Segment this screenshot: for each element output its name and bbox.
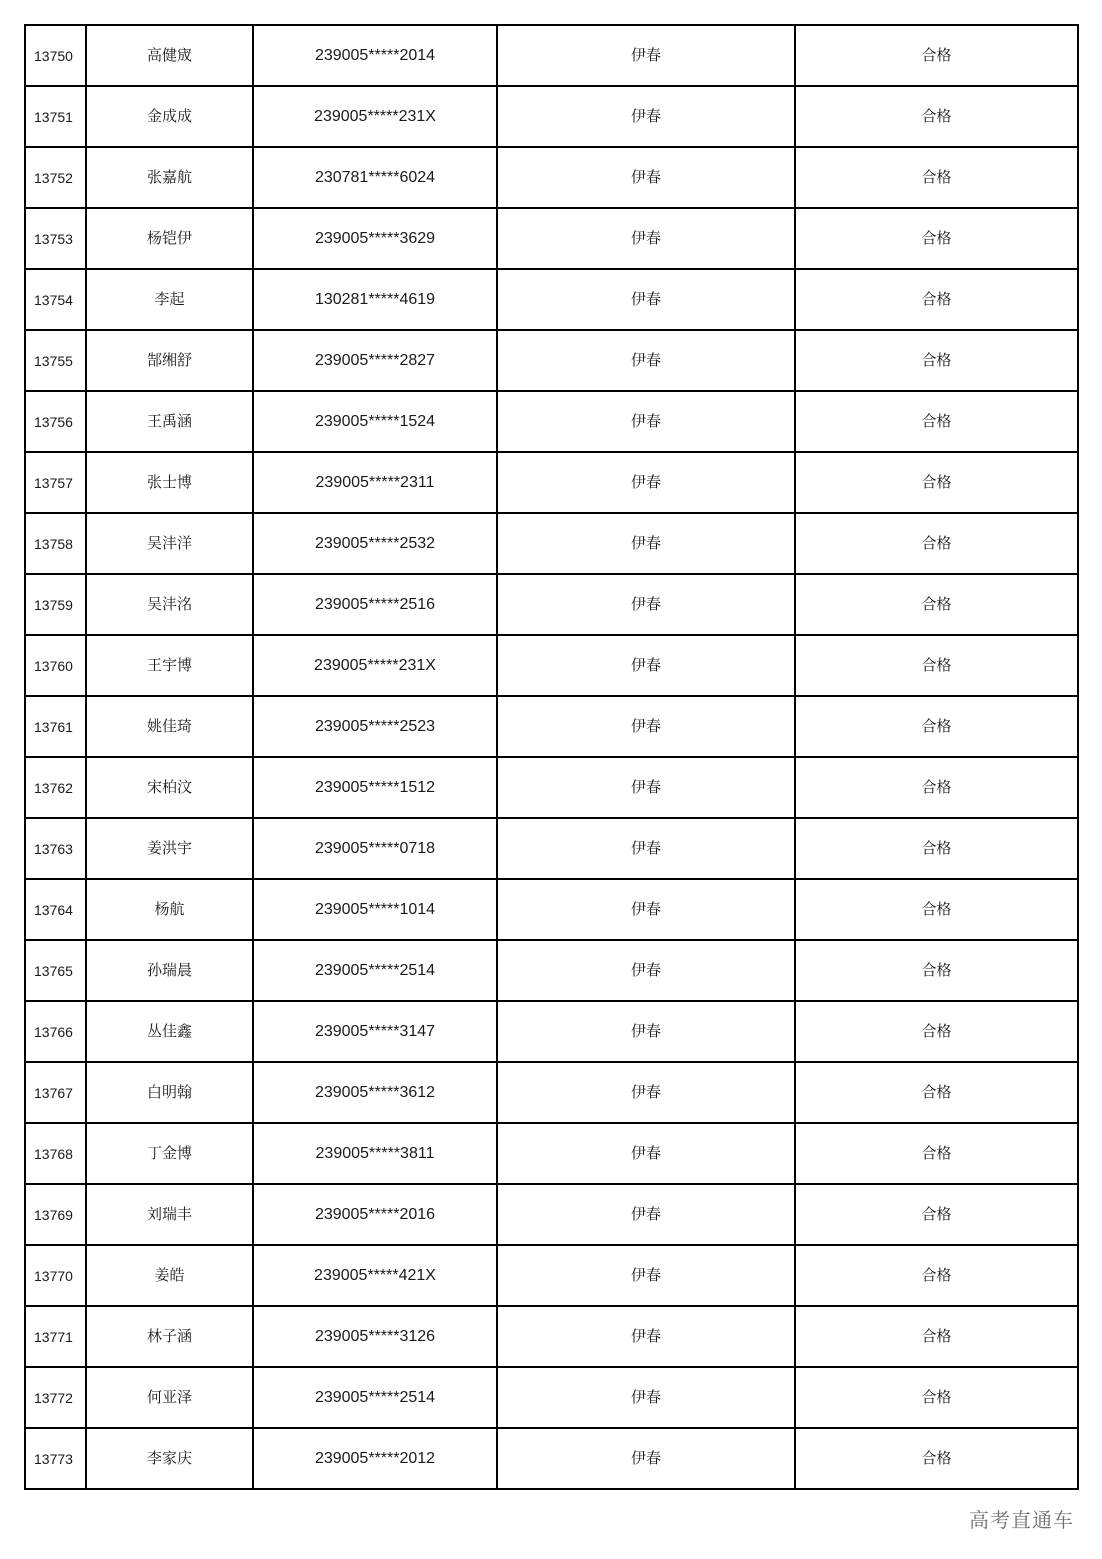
table-row [25,513,1078,574]
cell-name: 王宇博 [86,635,253,696]
cell-number: 13772 [25,1367,86,1428]
cell-number: 13753 [25,208,86,269]
cell-result: 合格 [795,269,1078,330]
cell-number: 13770 [25,1245,86,1306]
cell-id-number: 239005*****231X [253,86,497,147]
cell-id-number: 239005*****231X [253,635,497,696]
cell-region: 伊春 [497,696,795,757]
cell-result: 合格 [795,757,1078,818]
results-table [24,24,1079,1490]
cell-name: 何亚泽 [86,1367,253,1428]
cell-name: 丛佳鑫 [86,1001,253,1062]
cell-name: 杨铠伊 [86,208,253,269]
cell-number: 13752 [25,147,86,208]
cell-region: 伊春 [497,1062,795,1123]
cell-result: 合格 [795,513,1078,574]
cell-name: 姚佳琦 [86,696,253,757]
cell-number: 13768 [25,1123,86,1184]
cell-region: 伊春 [497,391,795,452]
cell-name: 高健宬 [86,25,253,86]
table-row [25,1306,1078,1367]
cell-id-number: 239005*****1512 [253,757,497,818]
table-row [25,1062,1078,1123]
cell-number: 13755 [25,330,86,391]
cell-number: 13765 [25,940,86,1001]
cell-region: 伊春 [497,208,795,269]
cell-result: 合格 [795,1245,1078,1306]
cell-number: 13759 [25,574,86,635]
table-row [25,391,1078,452]
cell-name: 王禹涵 [86,391,253,452]
table-row [25,635,1078,696]
cell-name: 吴沣洺 [86,574,253,635]
cell-name: 白明翰 [86,1062,253,1123]
cell-name: 孙瑞晨 [86,940,253,1001]
cell-name: 李家庆 [86,1428,253,1489]
cell-result: 合格 [795,879,1078,940]
table-row [25,757,1078,818]
cell-number: 13769 [25,1184,86,1245]
table-row [25,86,1078,147]
cell-name: 丁金博 [86,1123,253,1184]
cell-region: 伊春 [497,1367,795,1428]
cell-name: 郜缃舒 [86,330,253,391]
watermark-text: 高考直通车 [969,1508,1074,1532]
cell-number: 13754 [25,269,86,330]
cell-number: 13751 [25,86,86,147]
cell-id-number: 239005*****3612 [253,1062,497,1123]
cell-number: 13760 [25,635,86,696]
cell-number: 13766 [25,1001,86,1062]
cell-region: 伊春 [497,1184,795,1245]
cell-result: 合格 [795,330,1078,391]
table-row [25,1245,1078,1306]
cell-id-number: 239005*****2016 [253,1184,497,1245]
cell-region: 伊春 [497,1123,795,1184]
cell-name: 姜皓 [86,1245,253,1306]
cell-region: 伊春 [497,574,795,635]
cell-region: 伊春 [497,25,795,86]
cell-result: 合格 [795,696,1078,757]
cell-number: 13756 [25,391,86,452]
cell-name: 张士博 [86,452,253,513]
cell-result: 合格 [795,818,1078,879]
cell-result: 合格 [795,1001,1078,1062]
table-row [25,25,1078,86]
cell-id-number: 239005*****2516 [253,574,497,635]
results-table-body [25,25,1078,1489]
cell-result: 合格 [795,391,1078,452]
cell-id-number: 130281*****4619 [253,269,497,330]
table-row [25,452,1078,513]
cell-id-number: 239005*****2311 [253,452,497,513]
cell-number: 13762 [25,757,86,818]
cell-region: 伊春 [497,1306,795,1367]
cell-region: 伊春 [497,1428,795,1489]
table-row [25,147,1078,208]
table-row [25,1001,1078,1062]
cell-number: 13773 [25,1428,86,1489]
cell-number: 13764 [25,879,86,940]
cell-id-number: 239005*****2012 [253,1428,497,1489]
cell-result: 合格 [795,147,1078,208]
cell-result: 合格 [795,25,1078,86]
table-row [25,1184,1078,1245]
cell-id-number: 239005*****2514 [253,1367,497,1428]
cell-result: 合格 [795,635,1078,696]
cell-region: 伊春 [497,147,795,208]
table-row [25,696,1078,757]
cell-id-number: 239005*****2014 [253,25,497,86]
cell-number: 13767 [25,1062,86,1123]
cell-id-number: 239005*****1014 [253,879,497,940]
cell-result: 合格 [795,1062,1078,1123]
table-row [25,208,1078,269]
cell-result: 合格 [795,1184,1078,1245]
cell-id-number: 239005*****3147 [253,1001,497,1062]
cell-number: 13763 [25,818,86,879]
cell-id-number: 239005*****2514 [253,940,497,1001]
table-row [25,1123,1078,1184]
cell-name: 金成成 [86,86,253,147]
table-row [25,940,1078,1001]
cell-result: 合格 [795,1367,1078,1428]
cell-result: 合格 [795,208,1078,269]
cell-region: 伊春 [497,757,795,818]
cell-region: 伊春 [497,940,795,1001]
table-row [25,574,1078,635]
cell-name: 姜洪宇 [86,818,253,879]
cell-name: 刘瑞丰 [86,1184,253,1245]
cell-id-number: 239005*****2532 [253,513,497,574]
cell-id-number: 239005*****0718 [253,818,497,879]
cell-number: 13757 [25,452,86,513]
cell-number: 13758 [25,513,86,574]
table-row [25,818,1078,879]
cell-result: 合格 [795,86,1078,147]
cell-region: 伊春 [497,330,795,391]
cell-region: 伊春 [497,452,795,513]
cell-result: 合格 [795,1428,1078,1489]
cell-result: 合格 [795,452,1078,513]
cell-result: 合格 [795,1123,1078,1184]
cell-name: 林子涵 [86,1306,253,1367]
cell-result: 合格 [795,940,1078,1001]
cell-name: 张嘉航 [86,147,253,208]
cell-id-number: 239005*****3126 [253,1306,497,1367]
table-row [25,1428,1078,1489]
cell-id-number: 230781*****6024 [253,147,497,208]
table-row [25,269,1078,330]
cell-result: 合格 [795,1306,1078,1367]
cell-name: 杨航 [86,879,253,940]
cell-id-number: 239005*****3811 [253,1123,497,1184]
cell-name: 吴沣洋 [86,513,253,574]
cell-region: 伊春 [497,269,795,330]
cell-region: 伊春 [497,1001,795,1062]
cell-result: 合格 [795,574,1078,635]
cell-region: 伊春 [497,1245,795,1306]
cell-id-number: 239005*****421X [253,1245,497,1306]
cell-name: 宋柏汶 [86,757,253,818]
cell-region: 伊春 [497,818,795,879]
cell-region: 伊春 [497,86,795,147]
cell-id-number: 239005*****2827 [253,330,497,391]
cell-region: 伊春 [497,513,795,574]
cell-number: 13771 [25,1306,86,1367]
cell-region: 伊春 [497,879,795,940]
cell-region: 伊春 [497,635,795,696]
cell-id-number: 239005*****3629 [253,208,497,269]
cell-number: 13761 [25,696,86,757]
table-row [25,330,1078,391]
table-row [25,879,1078,940]
cell-name: 李起 [86,269,253,330]
cell-number: 13750 [25,25,86,86]
cell-id-number: 239005*****1524 [253,391,497,452]
cell-id-number: 239005*****2523 [253,696,497,757]
table-row [25,1367,1078,1428]
